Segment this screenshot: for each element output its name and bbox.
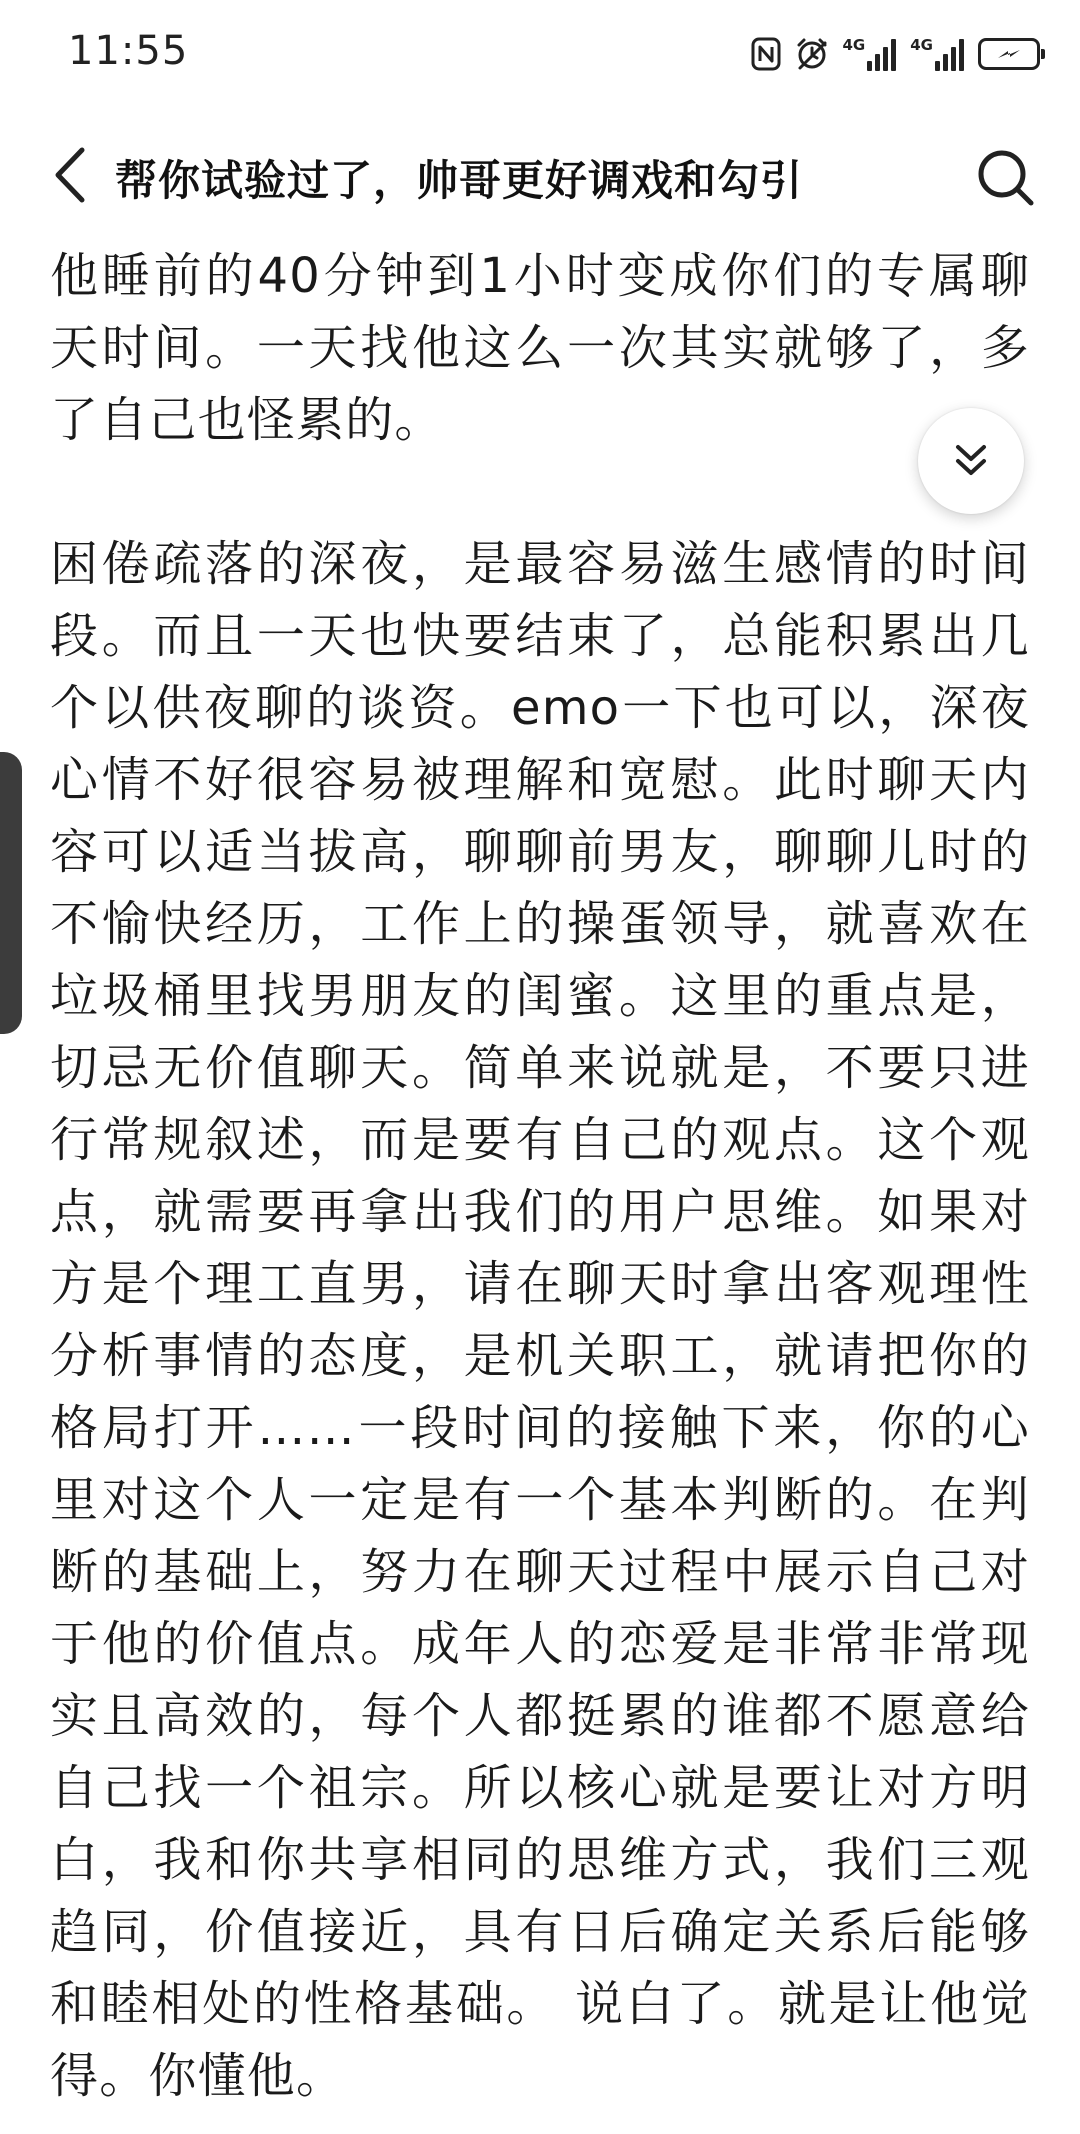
page-title: 帮你试验过了，帅哥更好调戏和勾引 [115, 156, 804, 205]
signal-bars [935, 37, 964, 71]
search-icon [976, 148, 1036, 208]
status-icons [751, 34, 1041, 74]
battery-charging-icon [978, 36, 1040, 72]
header [0, 120, 1080, 230]
double-chevron-down-icon [952, 441, 990, 481]
article-paragraph: 困倦疏落的深夜，是最容易滋生感情的时间段。而且一天也快要结束了，总能积累出几个以供夜聊的谈资。emo一下也可以，深夜心情不好很容易被理解和宽慰。此时聊天内容可以适当拔高，聊聊前男友，聊聊儿时的不愉快经历，工作上的操蛋领导，就喜欢在垃圾桶里找男朋友的闺蜜。这里的重点是，切忌无价值聊天。简单来说就是，不要只进行常规叙述，而是要有自己的观点。这个观点，就需要再拿出我们的用户思维。如果对方是个理工直男，请在聊天时拿出客观理性分析事情的态度，是机关职工，就请把你的格局打开……一段时间的接触下来，你的心里对这个人一定是有一个基本判断的。在判断的基础上，努力在聊天过程中展示自己对于他的价值点。成年人的恋爱是非常非常现实且高效的，每个人都挺累的谁都不愿意给自己找一个祖宗。所以核心就是要让对方明白，我和你共享相同的思维方式，我们三观趋同，价值接近，具有日后确定关系后能够和睦相处的性格基础。 说白了。就是让他觉得。你懂他。 [50, 536, 1030, 2104]
nfc-icon [751, 36, 781, 72]
network-label: 4G [842, 36, 866, 54]
status-bar [0, 0, 1080, 110]
article-paragraph: 他睡前的40分钟到1小时变成你们的专属聊天时间。一天找他这么一次其实就够了，多了自己也怪累的。 [50, 248, 1030, 448]
back-button[interactable] [44, 140, 94, 210]
search-button[interactable] [970, 142, 1042, 214]
signal-4g-icon [843, 36, 897, 72]
signal-4g-icon [910, 36, 964, 72]
scroll-down-button[interactable] [918, 408, 1024, 514]
signal-bars [867, 37, 896, 71]
article-body [50, 240, 1030, 2112]
chevron-left-icon [52, 146, 86, 204]
alarm-icon [795, 36, 829, 72]
status-time: 11:55 [68, 28, 189, 74]
side-panel-handle[interactable] [0, 752, 22, 1034]
network-label: 4G [910, 36, 933, 54]
